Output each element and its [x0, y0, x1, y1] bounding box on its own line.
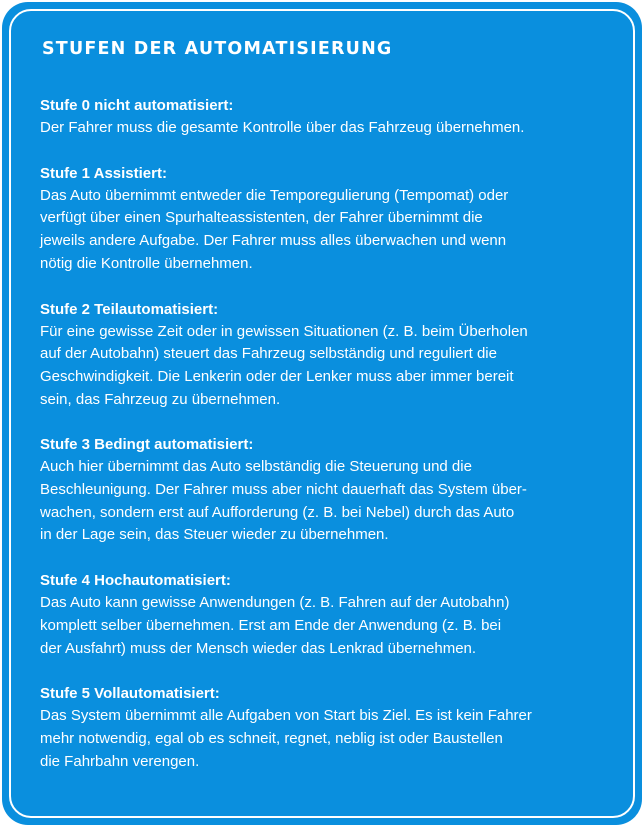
level-heading: Stufe 0 nicht automatisiert:: [40, 97, 234, 114]
description-line: verfügt über einen Spurhalteassistenten, der Fahrer übernimmt die: [40, 209, 483, 227]
level-description: [40, 456, 630, 547]
level-heading: Stufe 1 Assistiert:: [40, 164, 167, 182]
level-description: [40, 185, 630, 276]
description-line: Für eine gewisse Zeit oder in gewissen Situationen (z. B. beim Überholen: [40, 322, 528, 340]
automation-level-3: [40, 433, 630, 547]
level-description: [40, 117, 630, 140]
level-heading: Stufe 4 Hochautomatisiert:: [40, 572, 231, 590]
description-line: sein, das Fahrzeug zu übernehmen.: [40, 390, 281, 408]
description-line: komplett selber übernehmen. Erst am Ende der Anwendung (z. B. bei: [40, 616, 502, 634]
level-heading: Stufe 2 Teilautomatisiert:: [40, 300, 219, 318]
description-line: auf der Autobahn) steuert das Fahrzeug selbständig und reguliert die: [40, 345, 497, 363]
automation-level-5: [40, 682, 630, 773]
info-box-title: STUFEN DER AUTOMATISIERUNG: [42, 39, 393, 59]
description-line: Das Auto kann gewisse Anwendungen (z. B. Fahren auf der Autobahn): [40, 594, 510, 612]
automation-level-2: [40, 298, 630, 412]
description-line: die Fahrbahn verengen.: [40, 752, 200, 770]
automation-level-0: [40, 94, 630, 140]
description-line: Beschleunigung. Der Fahrer muss aber nicht dauerhaft das System über-: [40, 481, 527, 499]
description-line: Auch hier übernimmt das Auto selbständig die Steuerung und die: [40, 458, 472, 476]
description-line: Das Auto übernimmt entweder die Temporegulierung (Tempomat) oder: [40, 186, 509, 204]
level-heading: Stufe 5 Vollautomatisiert:: [40, 685, 220, 703]
info-box-panel: [9, 9, 635, 818]
description-line: Der Fahrer muss die gesamte Kontrolle über das Fahrzeug übernehmen.: [40, 119, 525, 136]
description-line: Das System übernimmt alle Aufgaben von Start bis Ziel. Es ist kein Fahrer: [40, 707, 532, 725]
automation-levels-list: [40, 94, 630, 795]
description-line: Geschwindigkeit. Die Lenkerin oder der Lenker muss aber immer bereit: [40, 367, 514, 385]
level-description: [40, 321, 630, 412]
description-line: in der Lage sein, das Steuer wieder zu übernehmen.: [40, 526, 389, 544]
automation-level-1: [40, 162, 630, 276]
description-line: mehr notwendig, egal ob es schneit, regnet, neblig ist oder Baustellen: [40, 729, 503, 747]
level-description: [40, 592, 630, 660]
description-line: nötig die Kontrolle übernehmen.: [40, 254, 253, 272]
automation-level-4: [40, 569, 630, 660]
description-line: wachen, sondern erst auf Aufforderung (z. B. bei Nebel) durch das Auto: [40, 503, 515, 521]
description-line: der Ausfahrt) muss der Mensch wieder das Lenkrad übernehmen.: [40, 639, 477, 657]
level-heading: Stufe 3 Bedingt automatisiert:: [40, 436, 254, 454]
info-box-frame: [2, 2, 642, 825]
description-line: jeweils andere Aufgabe. Der Fahrer muss alles überwachen und wenn: [40, 232, 507, 250]
level-description: [40, 705, 630, 773]
